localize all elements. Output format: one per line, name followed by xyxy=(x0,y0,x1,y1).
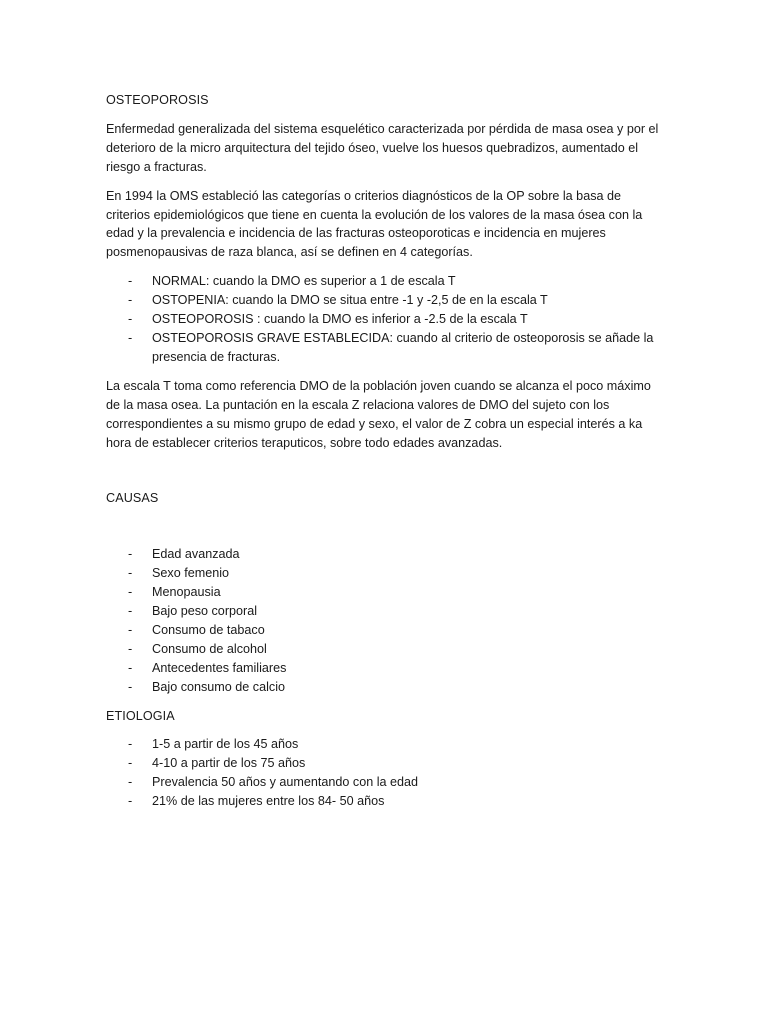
causas-list xyxy=(106,545,666,696)
bullet-dash: - xyxy=(128,566,133,581)
list-item-text: Edad avanzada xyxy=(152,547,240,562)
list-item xyxy=(106,773,666,792)
list-item xyxy=(106,678,666,697)
list-item xyxy=(106,640,666,659)
list-item-text: OSTEOPOROSIS GRAVE ESTABLECIDA: cuando al criterio de osteoporosis se añade la presencia de fracturas. xyxy=(152,330,654,364)
list-item xyxy=(106,659,666,678)
list-item xyxy=(106,291,666,310)
list-item xyxy=(106,621,666,640)
bullet-dash: - xyxy=(128,312,133,327)
bullet-dash: - xyxy=(128,274,133,289)
paragraph-escala-t-z: La escala T toma como referencia DMO de la población joven cuando se alcanza el poco máximo de la masa osea. La puntación en la escala Z relaciona valores de DMO del sujeto con los correspondientes a su mismo grupo de edad y sexo, el valor de Z cobra un especial interés a ka hora de establecer criterios teraputicos, sobre todo edades avanzadas. xyxy=(106,378,651,450)
list-item xyxy=(106,583,666,602)
bullet-dash: - xyxy=(128,547,133,562)
list-item xyxy=(106,735,666,754)
heading-causas: CAUSAS xyxy=(106,491,159,506)
list-item-text: OSTEOPOROSIS : cuando la DMO es inferior a -2.5 de la escala T xyxy=(152,312,528,327)
bullet-dash: - xyxy=(128,794,133,809)
list-item-text: Antecedentes familiares xyxy=(152,660,287,675)
bullet-dash: - xyxy=(128,293,133,308)
list-item-text: Consumo de alcohol xyxy=(152,641,267,656)
list-item-text: 1-5 a partir de los 45 años xyxy=(152,737,299,752)
bullet-dash: - xyxy=(128,330,133,345)
etiologia-list xyxy=(106,735,666,811)
list-item xyxy=(106,310,666,329)
list-item xyxy=(106,329,666,367)
list-item xyxy=(106,792,666,811)
bullet-dash: - xyxy=(128,775,133,790)
list-item-text: Prevalencia 50 años y aumentando con la edad xyxy=(152,775,419,790)
list-item xyxy=(106,545,666,564)
bullet-dash: - xyxy=(128,660,133,675)
list-item-text: Sexo femenio xyxy=(152,566,230,581)
list-item-text: 4-10 a partir de los 75 años xyxy=(152,756,306,771)
list-item-text: Bajo consumo de calcio xyxy=(152,679,286,694)
bullet-dash: - xyxy=(128,737,133,752)
list-item xyxy=(106,272,666,291)
list-item-text: Bajo peso corporal xyxy=(152,604,258,619)
paragraph-definition: Enfermedad generalizada del sistema esquelético caracterizada por pérdida de masa osea y por el deterioro de la micro arquitectura del tejido óseo, vuelve los huesos quebradizos, aumentado el riesgo a fracturas. xyxy=(106,121,659,174)
bullet-dash: - xyxy=(128,604,133,619)
list-item xyxy=(106,564,666,583)
list-item-text: Menopausia xyxy=(152,585,221,600)
list-item-text: Consumo de tabaco xyxy=(152,622,265,637)
categories-list xyxy=(106,272,666,367)
bullet-dash: - xyxy=(128,585,133,600)
bullet-dash: - xyxy=(128,641,133,656)
bullet-dash: - xyxy=(128,679,133,694)
bullet-dash: - xyxy=(128,622,133,637)
bullet-dash: - xyxy=(128,756,133,771)
list-item-text: OSTOPENIA: cuando la DMO se situa entre -1 y -2,5 de en la escala T xyxy=(152,293,548,308)
heading-etiologia: ETIOLOGIA xyxy=(106,708,175,723)
heading-osteoporosis: OSTEOPOROSIS xyxy=(106,93,209,107)
list-item-text: NORMAL: cuando la DMO es superior a 1 de escala T xyxy=(152,274,456,289)
list-item xyxy=(106,754,666,773)
document-page xyxy=(106,91,666,821)
list-item-text: 21% de las mujeres entre los 84- 50 años xyxy=(152,794,385,809)
list-item xyxy=(106,602,666,621)
paragraph-oms-criteria: En 1994 la OMS estableció las categorías o criterios diagnósticos de la OP sobre la basa de criterios epidemiológicos que tiene en cuenta la evolución de los valores de la masa ósea con la edad y la prevalencia e incidencia de las fracturas osteoporoticas e incidencia en mujeres posmenopausivas de raza blanca, así se definen en 4 categorías. xyxy=(106,188,643,260)
